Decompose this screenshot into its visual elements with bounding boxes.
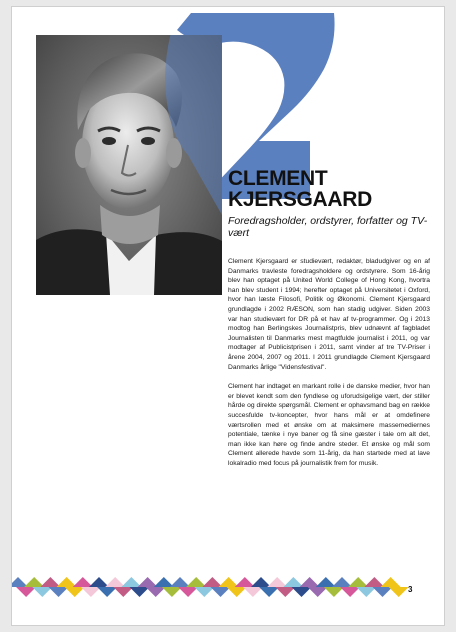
pattern-triangle [49, 587, 69, 597]
pattern-triangle [170, 577, 190, 587]
pattern-triangle [389, 587, 409, 597]
body-paragraph-2: Clement har indtaget en markant rolle i de danske medier, hvor han er blevet kendt som den fyndlese og uforudsigelige vært, der stiller hårde og direkte spørgsmål. Clement er ophavsmand bag en række succesfulde tv-koncepter, hvor hans mål er at omdefinere værtsrollen med et ønske om at maksimere massemediernes potentiale, tænke i nye baner og få sine gæster i tale om alt det, man ikke kan høre og finde andre steder. Et ønske og mål som Clement allerede havde som 11-årig, da han startede med at lave lokalradio med focus på journalistik frem for musik. [228, 383, 430, 467]
pattern-triangle [227, 587, 247, 597]
page-title [228, 168, 372, 210]
portrait-photo [36, 35, 222, 295]
pattern-triangle [81, 587, 101, 597]
pattern-triangle [324, 587, 344, 597]
pattern-triangle [12, 577, 28, 587]
pattern-triangle [32, 587, 52, 597]
pattern-triangle [40, 577, 60, 587]
pattern-triangle [211, 587, 231, 597]
pattern-triangle [340, 587, 360, 597]
title-line-1: CLEMENT [228, 167, 328, 190]
pattern-triangle [154, 577, 174, 587]
pattern-triangle [356, 587, 376, 597]
pattern-triangle [275, 587, 295, 597]
pattern-triangle [308, 587, 328, 597]
pattern-triangle [178, 587, 198, 597]
pattern-triangle [97, 587, 117, 597]
pattern-triangle [194, 587, 214, 597]
pattern-triangle [332, 577, 352, 587]
pattern-triangle [89, 577, 109, 587]
pattern-triangle [348, 577, 368, 587]
pattern-triangle [300, 577, 320, 587]
pattern-triangle [283, 577, 303, 587]
blue-overlay [36, 35, 222, 295]
pattern-triangle [105, 577, 125, 587]
pattern-triangle [219, 577, 239, 587]
page-subtitle: Foredragsholder, ordstyrer, forfatter og TV-vært [228, 215, 428, 239]
pattern-triangle [113, 587, 133, 597]
pattern-triangle [24, 577, 44, 587]
pattern-triangle [373, 587, 393, 597]
pattern-triangle [364, 577, 384, 587]
body-paragraph-1: Clement Kjersgaard er studievært, redaktør, bladudgiver og en af Danmarks travleste foredragsholdere og ordstyrere. Som 16-årig blev han optaget på United World College of Hong Kong, hvortra han blev student i 1994; herefter optaget på Universitetet i Oxford, hvor han læste Filosofi, Politik og Økonomi. Clement Kjersgaard grundlagde i 2002 RÆSON, som han stadig udgiver. Siden 2003 var han studievært for DR på et hav af tv-programmer. Og i 2013 modtog han Berlingskes Journalistpris, blev udnævnt af fagbladet Journalisten til Danmarks mest magtfulde journalist i 2011, og var modtager af Publicistprisen i 2011, samt vinder af tre TV-Priser i årene 2004, 2007 og 2011. I 2011 grundlagde Clement Kjersgaard Danmarks årlige "Vidensfestival". [228, 258, 430, 371]
pattern-triangle [146, 587, 166, 597]
pattern-triangle [259, 587, 279, 597]
pattern-triangle [138, 577, 158, 587]
pattern-triangle [16, 587, 36, 597]
pattern-triangle [73, 577, 93, 587]
pattern-triangle [381, 577, 401, 587]
decorative-diamond-pattern-icon [12, 575, 444, 599]
page-number: 3 [408, 585, 413, 594]
pattern-triangle [130, 587, 150, 597]
pattern-triangle [57, 577, 77, 587]
pattern-triangle [202, 577, 222, 587]
pattern-triangle [235, 577, 255, 587]
pattern-triangle [121, 577, 141, 587]
pattern-triangle [162, 587, 182, 597]
pattern-triangle [65, 587, 85, 597]
pattern-triangle [292, 587, 312, 597]
pattern-triangle [251, 577, 271, 587]
pattern-triangle [267, 577, 287, 587]
document-page [11, 6, 445, 626]
pattern-triangle [243, 587, 263, 597]
pattern-triangle [316, 577, 336, 587]
pattern-triangle [186, 577, 206, 587]
body-text [228, 257, 430, 478]
title-line-2: KJERSGAARD [228, 188, 373, 211]
